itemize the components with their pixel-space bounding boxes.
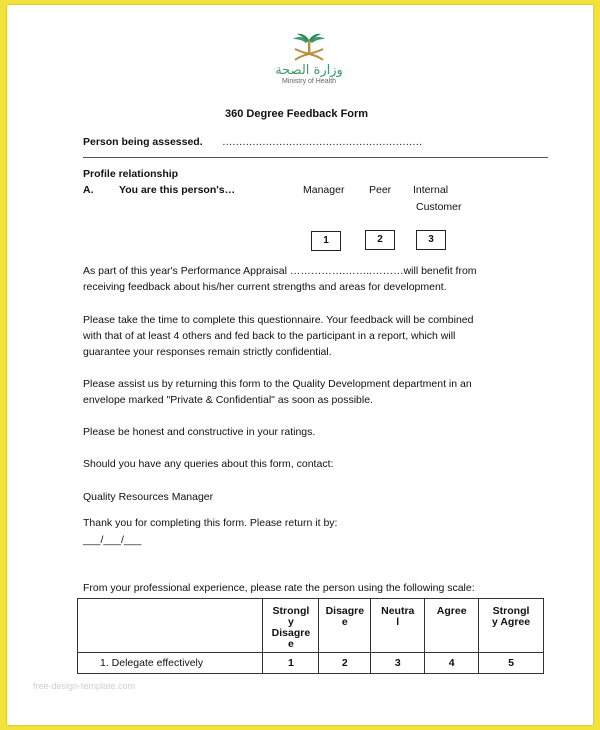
- rating-cell-4[interactable]: 4: [425, 653, 479, 674]
- row-item-label: 1. Delegate effectively: [78, 653, 263, 674]
- paragraph-return-line2: envelope marked "Private & Confidential" as soon as possible.: [83, 394, 373, 406]
- header-disagree: [319, 599, 371, 653]
- rating-table: [77, 598, 544, 674]
- profile-letter: A.: [83, 184, 94, 196]
- watermark-text: free-design-template.com: [33, 681, 136, 691]
- contact-name: Quality Resources Manager: [83, 491, 214, 503]
- logo-arabic-text: وزارة الصحة: [275, 63, 343, 78]
- option-manager-label: Manager: [303, 184, 345, 196]
- logo-english-text: Ministry of Health: [281, 78, 337, 85]
- paragraph-questionnaire-line3: guarantee your responses remain strictly confidential.: [83, 346, 332, 358]
- rating-header-row: [78, 599, 544, 653]
- option-peer-label: Peer: [369, 184, 392, 196]
- profile-heading: Profile relationship: [83, 168, 179, 180]
- header-strongly-disagree: [263, 599, 319, 653]
- header-text: e: [287, 638, 294, 650]
- header-text: Disagre: [325, 605, 365, 617]
- paragraph-queries: Should you have any queries about this form, contact:: [83, 458, 334, 470]
- header-strongly-agree: [479, 599, 544, 653]
- header-text: y Agree: [491, 616, 531, 628]
- header-text: Agree: [436, 605, 467, 617]
- assessed-label: Person being assessed.: [83, 136, 203, 148]
- form-title: 360 Degree Feedback Form: [225, 108, 369, 120]
- divider-line: [83, 157, 548, 158]
- header-text: l: [396, 616, 400, 628]
- option-internal-customer-box[interactable]: 3: [416, 230, 446, 250]
- header-empty-cell: [78, 599, 263, 653]
- assessed-blank[interactable]: ……………………………………………………: [222, 136, 422, 148]
- header-text: y: [287, 616, 294, 628]
- header-text: Strongl: [492, 605, 530, 617]
- header-neutral: [371, 599, 425, 653]
- paragraph-scale-intro: From your professional experience, please rate the person using the following scale:: [83, 582, 475, 594]
- paragraph-return-line1: Please assist us by returning this form to the Quality Development department in an: [83, 378, 472, 390]
- header-text: Strongl: [272, 605, 310, 617]
- option-customer-label: Customer: [416, 201, 462, 213]
- header-text: Disagre: [271, 627, 311, 639]
- paragraph-appraisal-line2: receiving feedback about his/her current strengths and areas for development.: [83, 281, 447, 293]
- paragraph-thank-you: Thank you for completing this form. Please return it by:: [83, 517, 338, 529]
- header-text: e: [341, 616, 348, 628]
- rating-cell-1[interactable]: 1: [263, 653, 319, 674]
- paragraph-questionnaire-line1: Please take the time to complete this questionnaire. Your feedback will be combined: [83, 314, 474, 326]
- ministry-logo: [269, 33, 349, 95]
- table-row: [78, 653, 544, 674]
- option-manager-box[interactable]: 1: [311, 231, 341, 251]
- document-page: [7, 5, 593, 725]
- rating-cell-5[interactable]: 5: [479, 653, 544, 674]
- rating-cell-3[interactable]: 3: [371, 653, 425, 674]
- paragraph-appraisal-line1: As part of this year's Performance Appraisal …………….……..………will benefit from: [83, 265, 477, 277]
- option-internal-label: Internal: [413, 184, 449, 196]
- header-text: Neutra: [381, 605, 415, 617]
- return-date-field[interactable]: ___/___/___: [83, 534, 142, 546]
- palm-swords-emblem-icon: [286, 33, 332, 63]
- header-agree: [425, 599, 479, 653]
- option-peer-box[interactable]: 2: [365, 230, 395, 250]
- paragraph-questionnaire-line2: with that of at least 4 others and fed back to the participant in a report, which will: [83, 330, 456, 342]
- paragraph-honest: Please be honest and constructive in your ratings.: [83, 426, 316, 438]
- profile-question: You are this person's…: [119, 184, 236, 196]
- rating-cell-2[interactable]: 2: [319, 653, 371, 674]
